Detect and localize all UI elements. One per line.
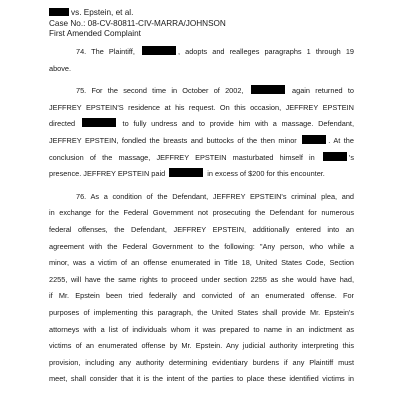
redaction-block [49,8,69,16]
paragraph-line: attorneys with a list of individuals whom it was prepared to name in an indictment as [49,324,354,334]
paragraph-line: 76. As a condition of the Defendant, JEFFREY EPSTEIN's criminal plea, and [76,191,354,201]
paragraph-line: purposes of implementing this paragraph, the United States shall provide Mr. Epstein's [49,307,354,317]
redaction-block [302,135,326,144]
redaction-block [323,152,347,161]
paragraph-line: federal offenses, the Defendant, JEFFREY EPSTEIN, additionally entered into an [49,224,354,234]
redaction-block [169,168,203,177]
paragraph-line: presence. JEFFREY EPSTEIN paid in excess of $200 for this encounter. [49,169,325,179]
complaint-title: First Amended Complaint [49,29,141,38]
case-header [49,8,226,40]
caption-suffix: vs. Epstein, et al. [71,8,134,17]
paragraph-line: JEFFREY EPSTEIN'S residence at his request. On this occasion, JEFFREY EPSTEIN [49,102,354,112]
paragraph-line: conclusion of the massage, JEFFREY EPSTEIN masturbated himself in 's [49,152,354,162]
redaction-block [251,85,285,94]
paragraph-line: if Mr. Epstein been tried federally and convicted of an enumerated offense. For [49,291,354,301]
paragraph-76 [49,189,354,388]
paragraph-line: minor, was a victim of an offense enumerated in Title 18, United States Code, Section [49,258,354,268]
paragraph-line: above. [49,63,72,73]
redaction-block [82,118,116,127]
paragraph-line: victims of an enumerated offense by Mr. Epstein. Any judicial authority interpreting this [49,341,354,351]
paragraph-line: directed to fully undress and to provide him with a massage. Defendant, [49,119,354,129]
paragraph-74 [49,44,354,77]
paragraph-line: in exchange for the Federal Government not prosecuting the Defendant for numerous [49,208,354,218]
redaction-block [142,46,176,55]
paragraph-line: 2255, will have the same rights to proceed under section 2255 as she would have had, [49,274,354,284]
paragraph-line: 75. For the second time in October of 2002, again returned to [76,86,355,96]
paragraph-line: JEFFREY EPSTEIN, fondled the breasts and buttocks of the then minor . At the [49,135,354,145]
complaint-body [49,44,354,388]
paragraph-75 [49,83,354,183]
paragraph-line: meet, shall consider that it is the intent of the parties to place these identified victims in [49,374,354,384]
paragraph-line: agreement with the Federal Government to the following: "Any person, who while a [49,241,354,251]
case-number: Case No.: 08-CV-80811-CIV-MARRA/JOHNSON [49,18,226,28]
paragraph-line: 74. The Plaintiff, , adopts and realleges paragraphs 1 through 19 [76,47,354,56]
paragraph-line: provision, including any authority determining evidentiary burdens if any Plaintiff must [49,357,354,367]
case-caption-line [49,8,226,19]
